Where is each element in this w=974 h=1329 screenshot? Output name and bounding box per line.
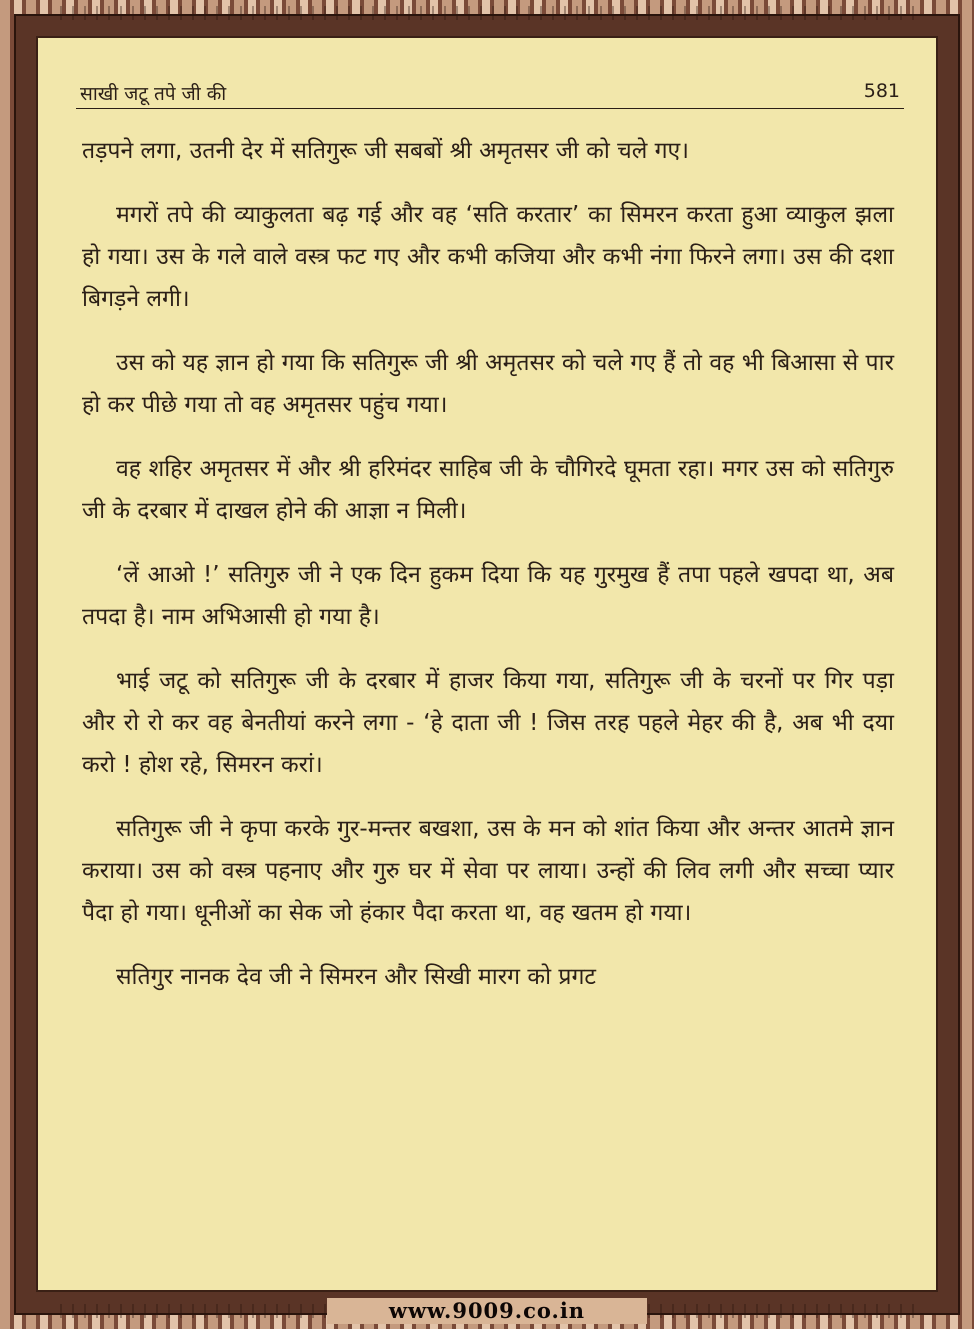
page-number: 581 xyxy=(863,80,900,102)
paragraph: वह शहिर अमृतसर में और श्री हरिमंदर साहिब जी के चौगिरदे घूमता रहा। मगर उस को सतिगुरु जी के दरबार में दाखल होने की आज्ञा न मिली। xyxy=(82,456,894,524)
top-ornament xyxy=(60,6,914,20)
footer xyxy=(0,1298,974,1324)
body-text xyxy=(82,130,894,1020)
paragraph: सतिगुर नानक देव जी ने सिमरन और सिखी मारग को प्रगट xyxy=(116,964,596,990)
website-watermark: www.9009.co.in xyxy=(388,1298,586,1323)
running-header xyxy=(76,78,904,109)
running-title: साखी जटू तपे जी की xyxy=(80,83,227,105)
paragraph: ‘लें आओ !’ सतिगुरु जी ने एक दिन हुकम दिया कि यह गुरमुख हैं तपा पहले खपदा था, अब तपदा है। नाम अभिआसी हो गया है। xyxy=(82,562,894,630)
paragraph: सतिगुरू जी ने कृपा करके गुर-मन्तर बखशा, उस के मन को शांत किया और अन्तर आतमे ज्ञान कराया। उस को वस्त्र पहनाए और गुरु घर में सेवा पर लाया। उन्हों की लिव लगी और सच्चा प्यार पैदा हो गया। धूनीओं का सेक जो हंकार पैदा करता था, वह खतम हो गया। xyxy=(82,816,894,926)
paragraph: मगरों तपे की व्याकुलता बढ़ गई और वह ‘सति करतार’ का सिमरन करता हुआ व्याकुल झला हो गया। उस के गले वाले वस्त्र फट गए और कभी कजिया और कभी नंगा फिरने लगा। उस की दशा बिगड़ने लगी। xyxy=(82,202,894,312)
book-page xyxy=(36,36,938,1292)
paragraph: भाई जटू को सतिगुरू जी के दरबार में हाजर किया गया, सतिगुरू जी के चरनों पर गिर पड़ा और रो रो कर वह बेनतीयां करने लगा - ‘हे दाता जी ! जिस तरह पहले मेहर की है, अब भी दया करो ! होश रहे, सिमरन करां। xyxy=(82,668,894,778)
paragraph: तड़पने लगा, उतनी देर में सतिगुरू जी सबबों श्री अमृतसर जी को चले गए। xyxy=(82,138,689,164)
paragraph: उस को यह ज्ञान हो गया कि सतिगुरू जी श्री अमृतसर को चले गए हैं तो वह भी बिआसा से पार हो कर पीछे गया तो वह अमृतसर पहुंच गया। xyxy=(82,350,894,418)
